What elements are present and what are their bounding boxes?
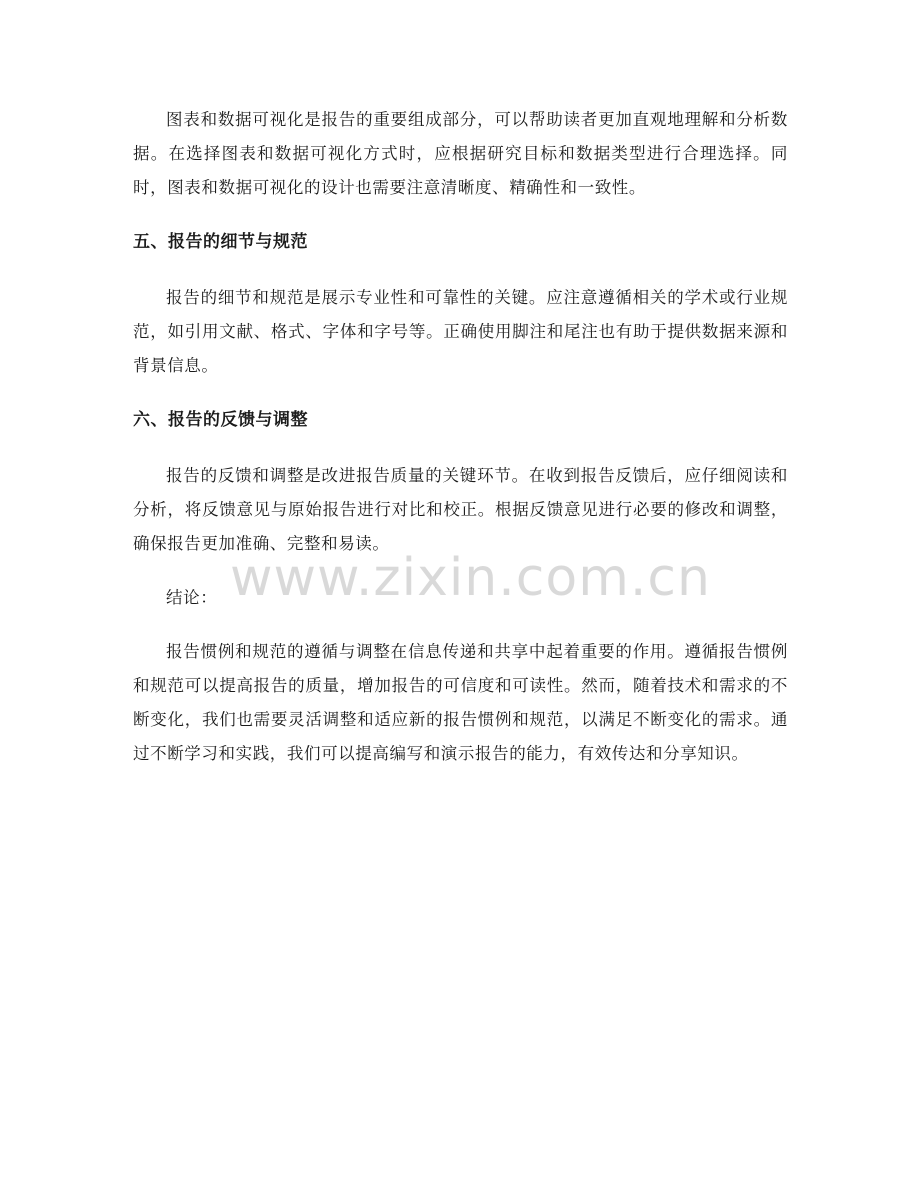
section-heading-5: 五、报告的细节与规范 — [133, 232, 308, 252]
paragraph-section-5: 报告的细节和规范是展示专业性和可靠性的关键。应注意遵循相关的学术或行业规范，如引用文献、格式、字体和字号等。正确使用脚注和尾注也有助于提供数据来源和背景信息。 — [133, 288, 788, 375]
conclusion-label: 结论： — [166, 588, 218, 607]
section-heading-6: 六、报告的反馈与调整 — [133, 410, 308, 430]
paragraph-conclusion: 报告惯例和规范的遵循与调整在信息传递和共享中起着重要的作用。遵循报告惯例和规范可以提高报告的质量，增加报告的可信度和可读性。然而，随着技术和需求的不断变化，我们也需要灵活调整和适应新的报告惯例和规范，以满足不断变化的需求。通过不断学习和实践，我们可以提高编写和演示报告的能力，有效传达和分享知识。 — [133, 642, 788, 763]
paragraph-section-6: 报告的反馈和调整是改进报告质量的关键环节。在收到报告反馈后，应仔细阅读和分析，将反馈意见与原始报告进行对比和校正。根据反馈意见进行必要的修改和调整，确保报告更加准确、完整和易读。 — [133, 466, 788, 553]
document-body — [133, 103, 788, 771]
paragraph-intro: 图表和数据可视化是报告的重要组成部分，可以帮助读者更加直观地理解和分析数据。在选择图表和数据可视化方式时，应根据研究目标和数据类型进行合理选择。同时，图表和数据可视化的设计也需要注意清晰度、精确性和一致性。 — [133, 110, 788, 197]
watermark: www.zixin.com.cn — [230, 548, 711, 608]
